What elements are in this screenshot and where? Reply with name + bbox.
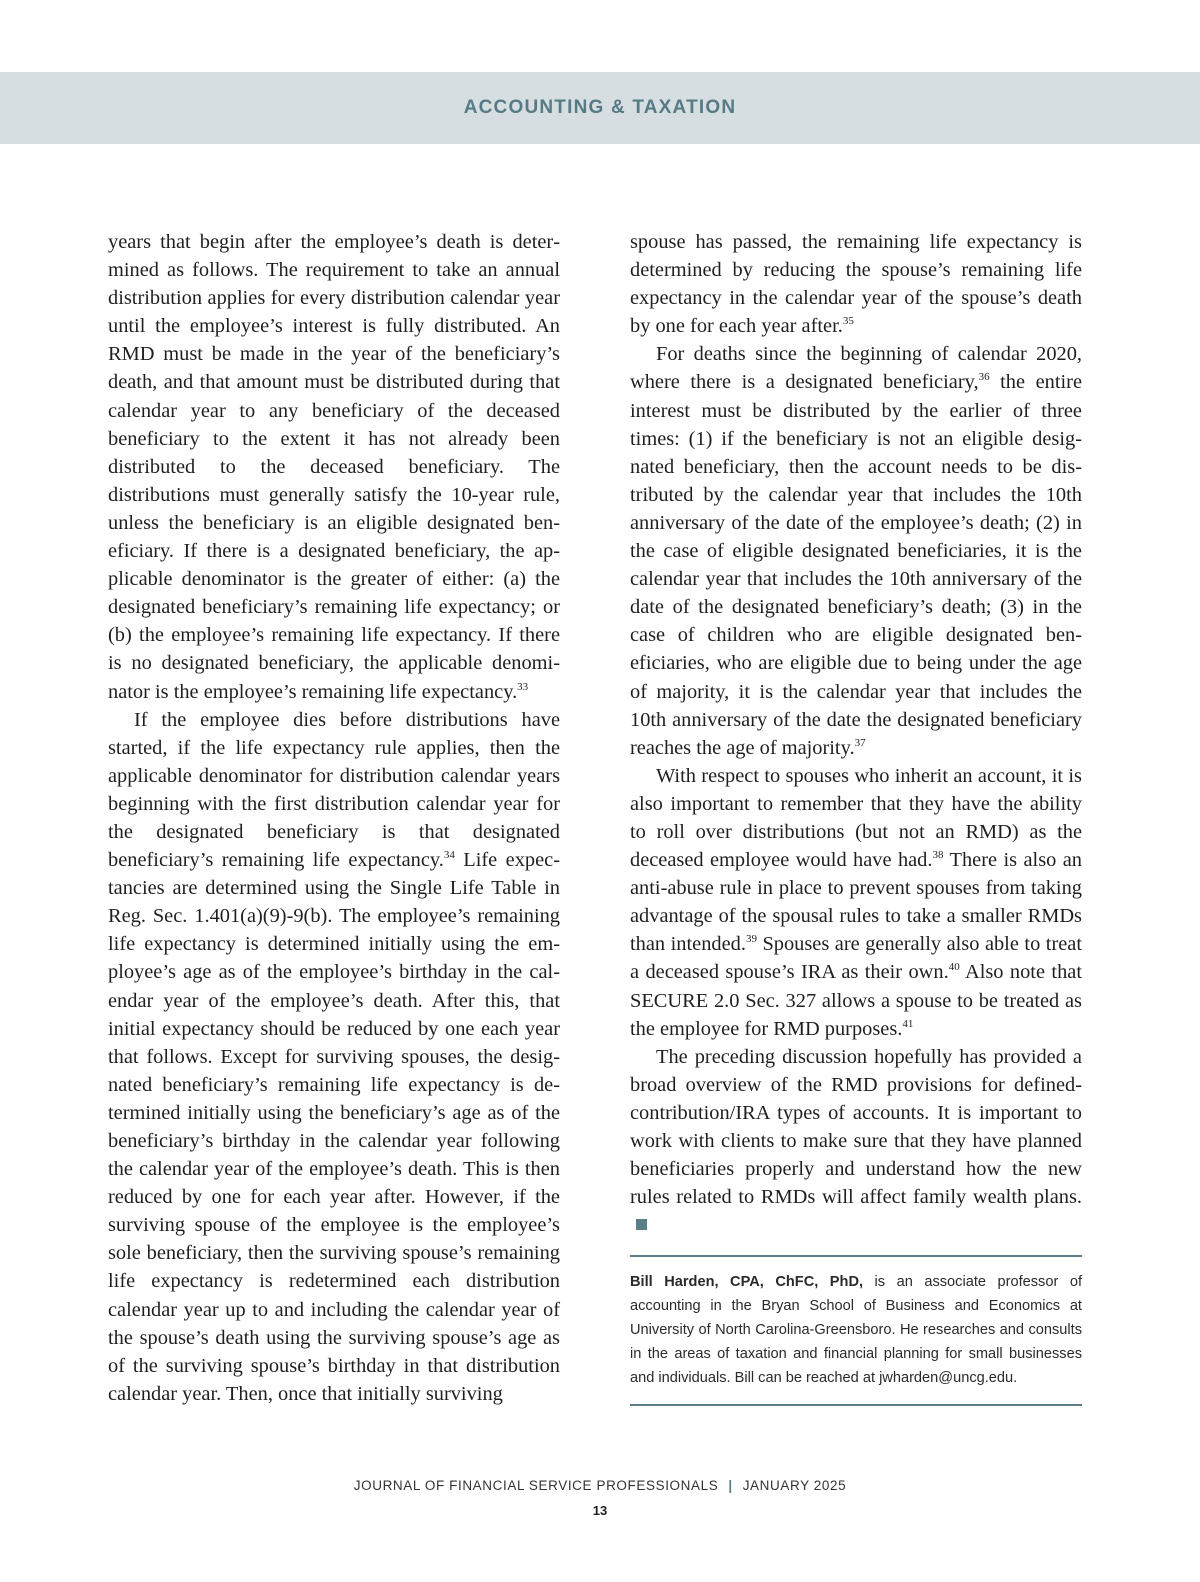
- body-paragraph: [630, 762, 1082, 1043]
- article-end-square-icon: [636, 1219, 647, 1230]
- footer-separator: |: [728, 1478, 733, 1493]
- paragraph-text: the entire interest must be distributed by the earlier of three times: (1) if the beneficiary is not an eligible designated beneficiary, then the account needs to be distributed by the calendar year that includes the 10th anniversary of the date of the employee’s death; (2) in the case of eligible designated beneficiaries, it is the calendar year that includes the 10th anniversary of the date of the designated beneficiary’s death; (3) in the case of children who are eligible designated beneficiaries, who are eligible due to being under the age of majority, it is the calendar year that includes the 10th anniversary of the date the designated beneficiary reaches the age of majority.: [630, 371, 1083, 759]
- section-title: ACCOUNTING & TAXATION: [463, 97, 737, 118]
- paragraph-text: Spouses are generally also able to treat a deceased spouse’s IRA as their own.: [630, 933, 1083, 984]
- paragraph-text: years that begin after the employee’s death is determined as follows. The requirement to take an annual distribution applies for every distribution calendar year until the employee’s interest is fully distributed. An RMD must be made in the year of the beneficiary’s death, and that amount must be distributed during that calendar year to any beneficiary of the deceased beneficiary to the extent it has not already been distributed to the deceased beneficiary. The distributions must generally satisfy the 10-year rule, unless the beneficiary is an eligible designated beneficiary. If there is a designated beneficiary, the applicable denominator is the greater of either: (a) the designated beneficiary’s remaining life expectancy; or (b) the employee’s remaining life expectancy. If there is no designated beneficiary, the applicable denominator is the employee’s remaining life expectancy.: [108, 231, 560, 703]
- paragraph-text: If the employee dies before distributions have started, if the life expectancy rule applies, then the applicable denominator for distribution calendar years beginning with the first distribution calendar year for the designated beneficiary is that designated beneficiary’s remaining life expectancy.: [108, 708, 560, 872]
- paragraph-text: Also note that SECURE 2.0 Sec. 327 allows a spouse to be treated as the employee for RMD purposes.: [630, 961, 1082, 1040]
- footnote-ref: 41: [902, 1017, 914, 1030]
- footnote-ref: 37: [854, 736, 866, 749]
- body-paragraph: [108, 706, 560, 1408]
- author-bio-text: [630, 1270, 1082, 1390]
- author-bio: [630, 1255, 1082, 1406]
- page-footer: [0, 1478, 1200, 1493]
- paragraph-text: The preceding discussion hopefully has provided a broad overview of the RMD provisions for defined-contribution/IRA types of accounts. It is important to work with clients to make sure that they have planned beneficiaries properly and understand how the new rules related to RMDs will affect family wealth plans.: [630, 1045, 1082, 1209]
- footnote-ref: 39: [745, 933, 757, 946]
- paragraph-text: There is also an anti-abuse rule in place to prevent spouses from taking advantage of the spousal rules to take a smaller RMDs than intended.: [630, 849, 1082, 956]
- body-paragraph: [630, 340, 1082, 761]
- footnote-ref: 35: [842, 315, 854, 328]
- body-paragraph: [630, 1043, 1082, 1240]
- paragraph-text: For deaths since the beginning of calendar 2020, where there is a designated beneficiary,: [630, 343, 1082, 394]
- author-description: is an associate professor of accounting in the Bryan School of Business and Economics at University of North Carolina-Greensboro. He researches and consults in the areas of taxation and financial planning for small businesses and individuals. Bill can be reached at jwharden@uncg.edu.: [630, 1274, 1082, 1387]
- paragraph-text: spouse has passed, the remaining life expectancy is determined by reducing the spouse’s remaining life expectancy in the calendar year of the spouse’s death by one for each year after.: [630, 231, 1082, 338]
- section-header-band: [0, 72, 1200, 144]
- footnote-ref: 33: [517, 680, 529, 693]
- page-number: 13: [592, 1503, 608, 1518]
- paragraph-text: Life expectancies are determined using the Single Life Table in Reg. Sec. 1.401(a)(9)-9(b). The employee’s remaining life expectancy is determined initially using the employee’s age as of the employee’s birthday in the calendar year of the employee’s death. After this, that initial expectancy should be reduced by one each year that follows. Except for surviving spouses, the designated beneficiary’s remaining life expectancy is determined initially using the beneficiary’s age as of the beneficiary’s birthday in the calendar year following the calendar year of the employee’s death. This is then reduced by one for each year after. However, if the surviving spouse of the employee is the employee’s sole beneficiary, then the surviving spouse’s remaining life expectancy is redetermined each distribution calendar year up to and including the calendar year of the spouse’s death using the surviving spouse’s age as of the surviving spouse’s birthday in that distribution calendar year. Then, once that initially surviving: [108, 849, 560, 1405]
- journal-name: JOURNAL OF FINANCIAL SERVICE PROFESSIONALS: [353, 1478, 719, 1493]
- left-column: [108, 228, 560, 1408]
- footnote-ref: 40: [948, 961, 960, 974]
- body-paragraph: [630, 228, 1082, 340]
- paragraph-text: With respect to spouses who inherit an account, it is also important to remember that they have the ability to roll over distributions (but not an RMD) as the deceased employee would have had.: [630, 764, 1082, 872]
- footnote-ref: 34: [443, 849, 455, 862]
- body-paragraph: [108, 228, 560, 706]
- footnote-ref: 36: [978, 371, 990, 384]
- author-name: Bill Harden, CPA, ChFC, PhD,: [630, 1274, 864, 1291]
- issue-date: JANUARY 2025: [742, 1478, 847, 1493]
- right-column: [630, 228, 1082, 1406]
- footnote-ref: 38: [932, 849, 944, 862]
